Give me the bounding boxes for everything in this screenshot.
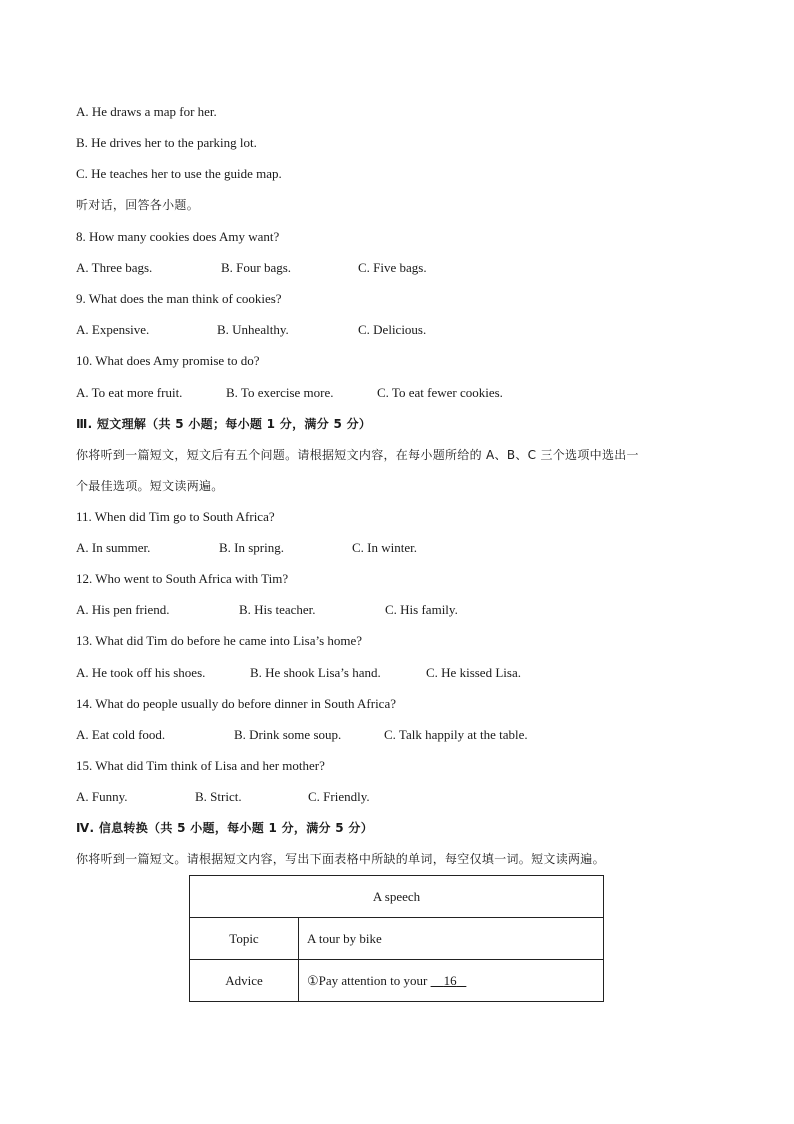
question-13: 13. What did Tim do before he came into Lisa’s home? bbox=[76, 633, 363, 648]
table-cell-value: A tour by bike bbox=[299, 918, 604, 960]
options-q12 bbox=[76, 602, 576, 618]
table-title: A speech bbox=[190, 876, 604, 918]
option-a: A. Eat cold food. bbox=[76, 727, 166, 742]
option-a: A. Three bags. bbox=[76, 260, 153, 275]
option-c: C. To eat fewer cookies. bbox=[377, 385, 503, 400]
question-12: 12. Who went to South Africa with Tim? bbox=[76, 571, 289, 586]
options-q11 bbox=[76, 540, 576, 556]
table-row bbox=[190, 960, 604, 1002]
option-c: C. Five bags. bbox=[358, 260, 427, 275]
option-b-prev: B. He drives her to the parking lot. bbox=[76, 135, 257, 150]
table-cell-label: Advice bbox=[190, 960, 299, 1002]
instruction-section-iii-line2: 个最佳选项。短文读两遍。 bbox=[76, 479, 224, 493]
options-q8 bbox=[76, 260, 576, 276]
option-c: C. Friendly. bbox=[308, 789, 370, 804]
option-c: C. His family. bbox=[385, 602, 458, 617]
table-title-row bbox=[190, 876, 604, 918]
option-a: A. Expensive. bbox=[76, 322, 150, 337]
option-a: A. In summer. bbox=[76, 540, 151, 555]
options-q10 bbox=[76, 385, 576, 401]
options-q13 bbox=[76, 665, 576, 681]
option-a: A. To eat more fruit. bbox=[76, 385, 183, 400]
option-c: C. Delicious. bbox=[358, 322, 427, 337]
option-b: B. His teacher. bbox=[239, 602, 316, 617]
instruction-section-iii-line1: 你将听到一篇短文，短文后有五个问题。请根据短文内容，在每小题所给的 A、B、C 三个选项中选出一 bbox=[76, 448, 639, 462]
option-c: C. In winter. bbox=[352, 540, 417, 555]
section-heading-iii: Ⅲ. 短文理解（共 5 小题；每小题 1 分，满分 5 分） bbox=[76, 417, 372, 431]
option-c: C. Talk happily at the table. bbox=[384, 727, 528, 742]
options-q15 bbox=[76, 789, 576, 805]
info-table bbox=[189, 875, 604, 1002]
question-8: 8. How many cookies does Amy want? bbox=[76, 229, 280, 244]
options-q9 bbox=[76, 322, 576, 338]
option-a-prev: A. He draws a map for her. bbox=[76, 104, 217, 119]
question-11: 11. When did Tim go to South Africa? bbox=[76, 509, 275, 524]
question-10: 10. What does Amy promise to do? bbox=[76, 353, 260, 368]
option-b: B. To exercise more. bbox=[226, 385, 334, 400]
option-a: A. Funny. bbox=[76, 789, 128, 804]
section-heading-iv: Ⅳ. 信息转换（共 5 小题，每小题 1 分，满分 5 分） bbox=[76, 821, 374, 835]
table-cell-value bbox=[299, 960, 604, 1002]
options-q14 bbox=[76, 727, 596, 743]
question-14: 14. What do people usually do before dinner in South Africa? bbox=[76, 696, 396, 711]
instruction-dialogue: 听对话，回答各小题。 bbox=[76, 198, 200, 212]
table-cell-label: Topic bbox=[190, 918, 299, 960]
option-c: C. He kissed Lisa. bbox=[426, 665, 521, 680]
option-b: B. He shook Lisa’s hand. bbox=[250, 665, 381, 680]
advice-text: ①Pay attention to your bbox=[307, 972, 431, 988]
table-row bbox=[190, 918, 604, 960]
option-a: A. His pen friend. bbox=[76, 602, 170, 617]
blank-16 bbox=[431, 973, 467, 988]
option-c-prev: C. He teaches her to use the guide map. bbox=[76, 166, 282, 181]
blank-number: 16 bbox=[443, 972, 457, 988]
question-9: 9. What does the man think of cookies? bbox=[76, 291, 282, 306]
option-b: B. In spring. bbox=[219, 540, 284, 555]
option-b: B. Drink some soup. bbox=[234, 727, 342, 742]
option-a: A. He took off his shoes. bbox=[76, 665, 206, 680]
option-b: B. Unhealthy. bbox=[217, 322, 289, 337]
option-b: B. Strict. bbox=[195, 789, 242, 804]
instruction-section-iv: 你将听到一篇短文。请根据短文内容，写出下面表格中所缺的单词，每空仅填一词。短文读两遍。 bbox=[76, 852, 605, 866]
option-b: B. Four bags. bbox=[221, 260, 292, 275]
question-15: 15. What did Tim think of Lisa and her mother? bbox=[76, 758, 325, 773]
